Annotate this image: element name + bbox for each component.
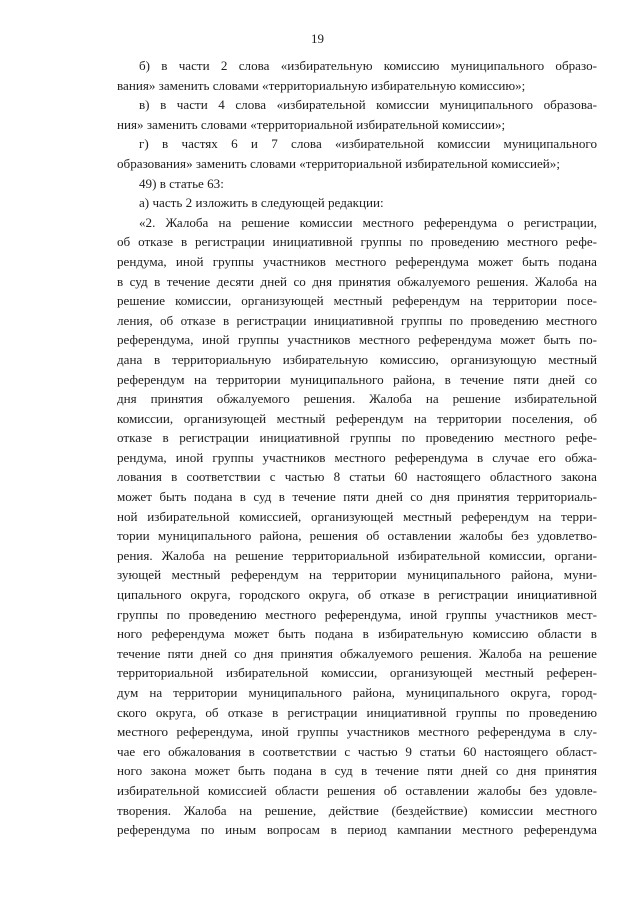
text-line: вания» заменить словами «территориальную избирательную комиссию»; xyxy=(117,77,526,93)
text-line: образования» заменить словами «территориальной избирательной комиссией»; xyxy=(117,155,560,171)
text-line: рения. Жалоба на решение территориальной избирательной комиссии, органи- xyxy=(117,547,597,563)
text-line: течение пяти дней со дня принятия обжалуемого решения. Жалоба на решение xyxy=(117,645,597,661)
text-line: референдума, иной группы участников местного референдума может быть по- xyxy=(117,332,597,348)
text-line: зующей местный референдум на территории муниципального района, муни- xyxy=(117,567,597,583)
text-line: местного референдума, иной группы участников местного референдума в слу- xyxy=(117,724,597,740)
text-line: б) в части 2 слова «избирательную комиссию муниципального образо- xyxy=(139,58,597,73)
text-line: чае его обжалования в соответствии с частью 9 статьи 60 настоящего област- xyxy=(117,743,597,759)
text-line: отказе в регистрации инициативной группы по проведению местного рефе- xyxy=(117,430,597,446)
text-line: референдум на территории муниципального района, в течение пяти дней со xyxy=(117,371,597,387)
text-line: ления, об отказе в регистрации инициативной группы по проведению местного xyxy=(117,312,597,328)
text-line: дана в территориальную избирательную комиссию, организующую местный xyxy=(117,351,597,367)
text-line: избирательной комиссией области решения об оставлении жалобы без удовле- xyxy=(117,782,597,798)
text-line: территориальной избирательной комиссии, организующей местный референ- xyxy=(117,665,597,681)
page-number: 19 xyxy=(311,31,324,46)
text-line: референдума по иным вопросам в период кампании местного референдума xyxy=(117,822,597,838)
text-line: в) в части 4 слова «избирательной комиссии муниципального образова- xyxy=(139,97,597,113)
text-line: решение комиссии, организующей местный референдум на территории посе- xyxy=(117,293,597,309)
text-line: ного референдума может быть подана в избирательную комиссию области в xyxy=(117,626,597,642)
text-line: «2. Жалоба на решение комиссии местного референдума о регистрации, xyxy=(139,214,597,230)
document-body xyxy=(117,56,597,840)
text-line: тории муниципального района, решения об оставлении жалобы без удовлетво- xyxy=(117,528,597,544)
text-line: ского округа, об отказе в регистрации инициативной группы по проведению xyxy=(117,704,597,720)
text-line: может быть подана в суд в течение пяти дней со дня принятия территориаль- xyxy=(117,489,597,505)
text-line: дум на территории муниципального района, муниципального округа, город- xyxy=(117,685,597,700)
text-line: а) часть 2 изложить в следующей редакции: xyxy=(139,195,384,211)
text-line: рендума, иной группы участников местного референдума может быть подана xyxy=(117,253,597,269)
text-line: рендума, иной группы участников местного референдума в случае его обжа- xyxy=(117,449,597,465)
text-line: лования в соответствии с частью 8 статьи 60 настоящего областного закона xyxy=(117,469,597,485)
text-line: в суд в течение десяти дней со дня принятия обжалуемого решения. Жалоба на xyxy=(117,273,597,289)
text-line: творения. Жалоба на решение, действие (бездействие) комиссии местного xyxy=(117,802,597,818)
text-line: об отказе в регистрации инициативной группы по проведению местного рефе- xyxy=(117,234,597,250)
text-line: дня принятия обжалуемого решения. Жалоба на решение избирательной xyxy=(117,391,597,407)
text-line: комиссии, организующей местный референдум на территории поселения, об xyxy=(117,410,597,426)
text-line: ной избирательной комиссией, организующей местный референдум на терри- xyxy=(117,508,597,524)
text-line: 49) в статье 63: xyxy=(139,175,224,191)
text-line: ципального округа, городского округа, об отказе в регистрации инициативной xyxy=(117,587,597,603)
text-line: группы по проведению местного референдума, иной группы участников мест- xyxy=(117,606,597,622)
text-line: ния» заменить словами «территориальной избирательной комиссии»; xyxy=(117,116,506,132)
text-line: ного закона может быть подана в суд в течение пяти дней со дня принятия xyxy=(117,763,597,779)
text-line: г) в частях 6 и 7 слова «избирательной комиссии муниципального xyxy=(139,136,597,152)
